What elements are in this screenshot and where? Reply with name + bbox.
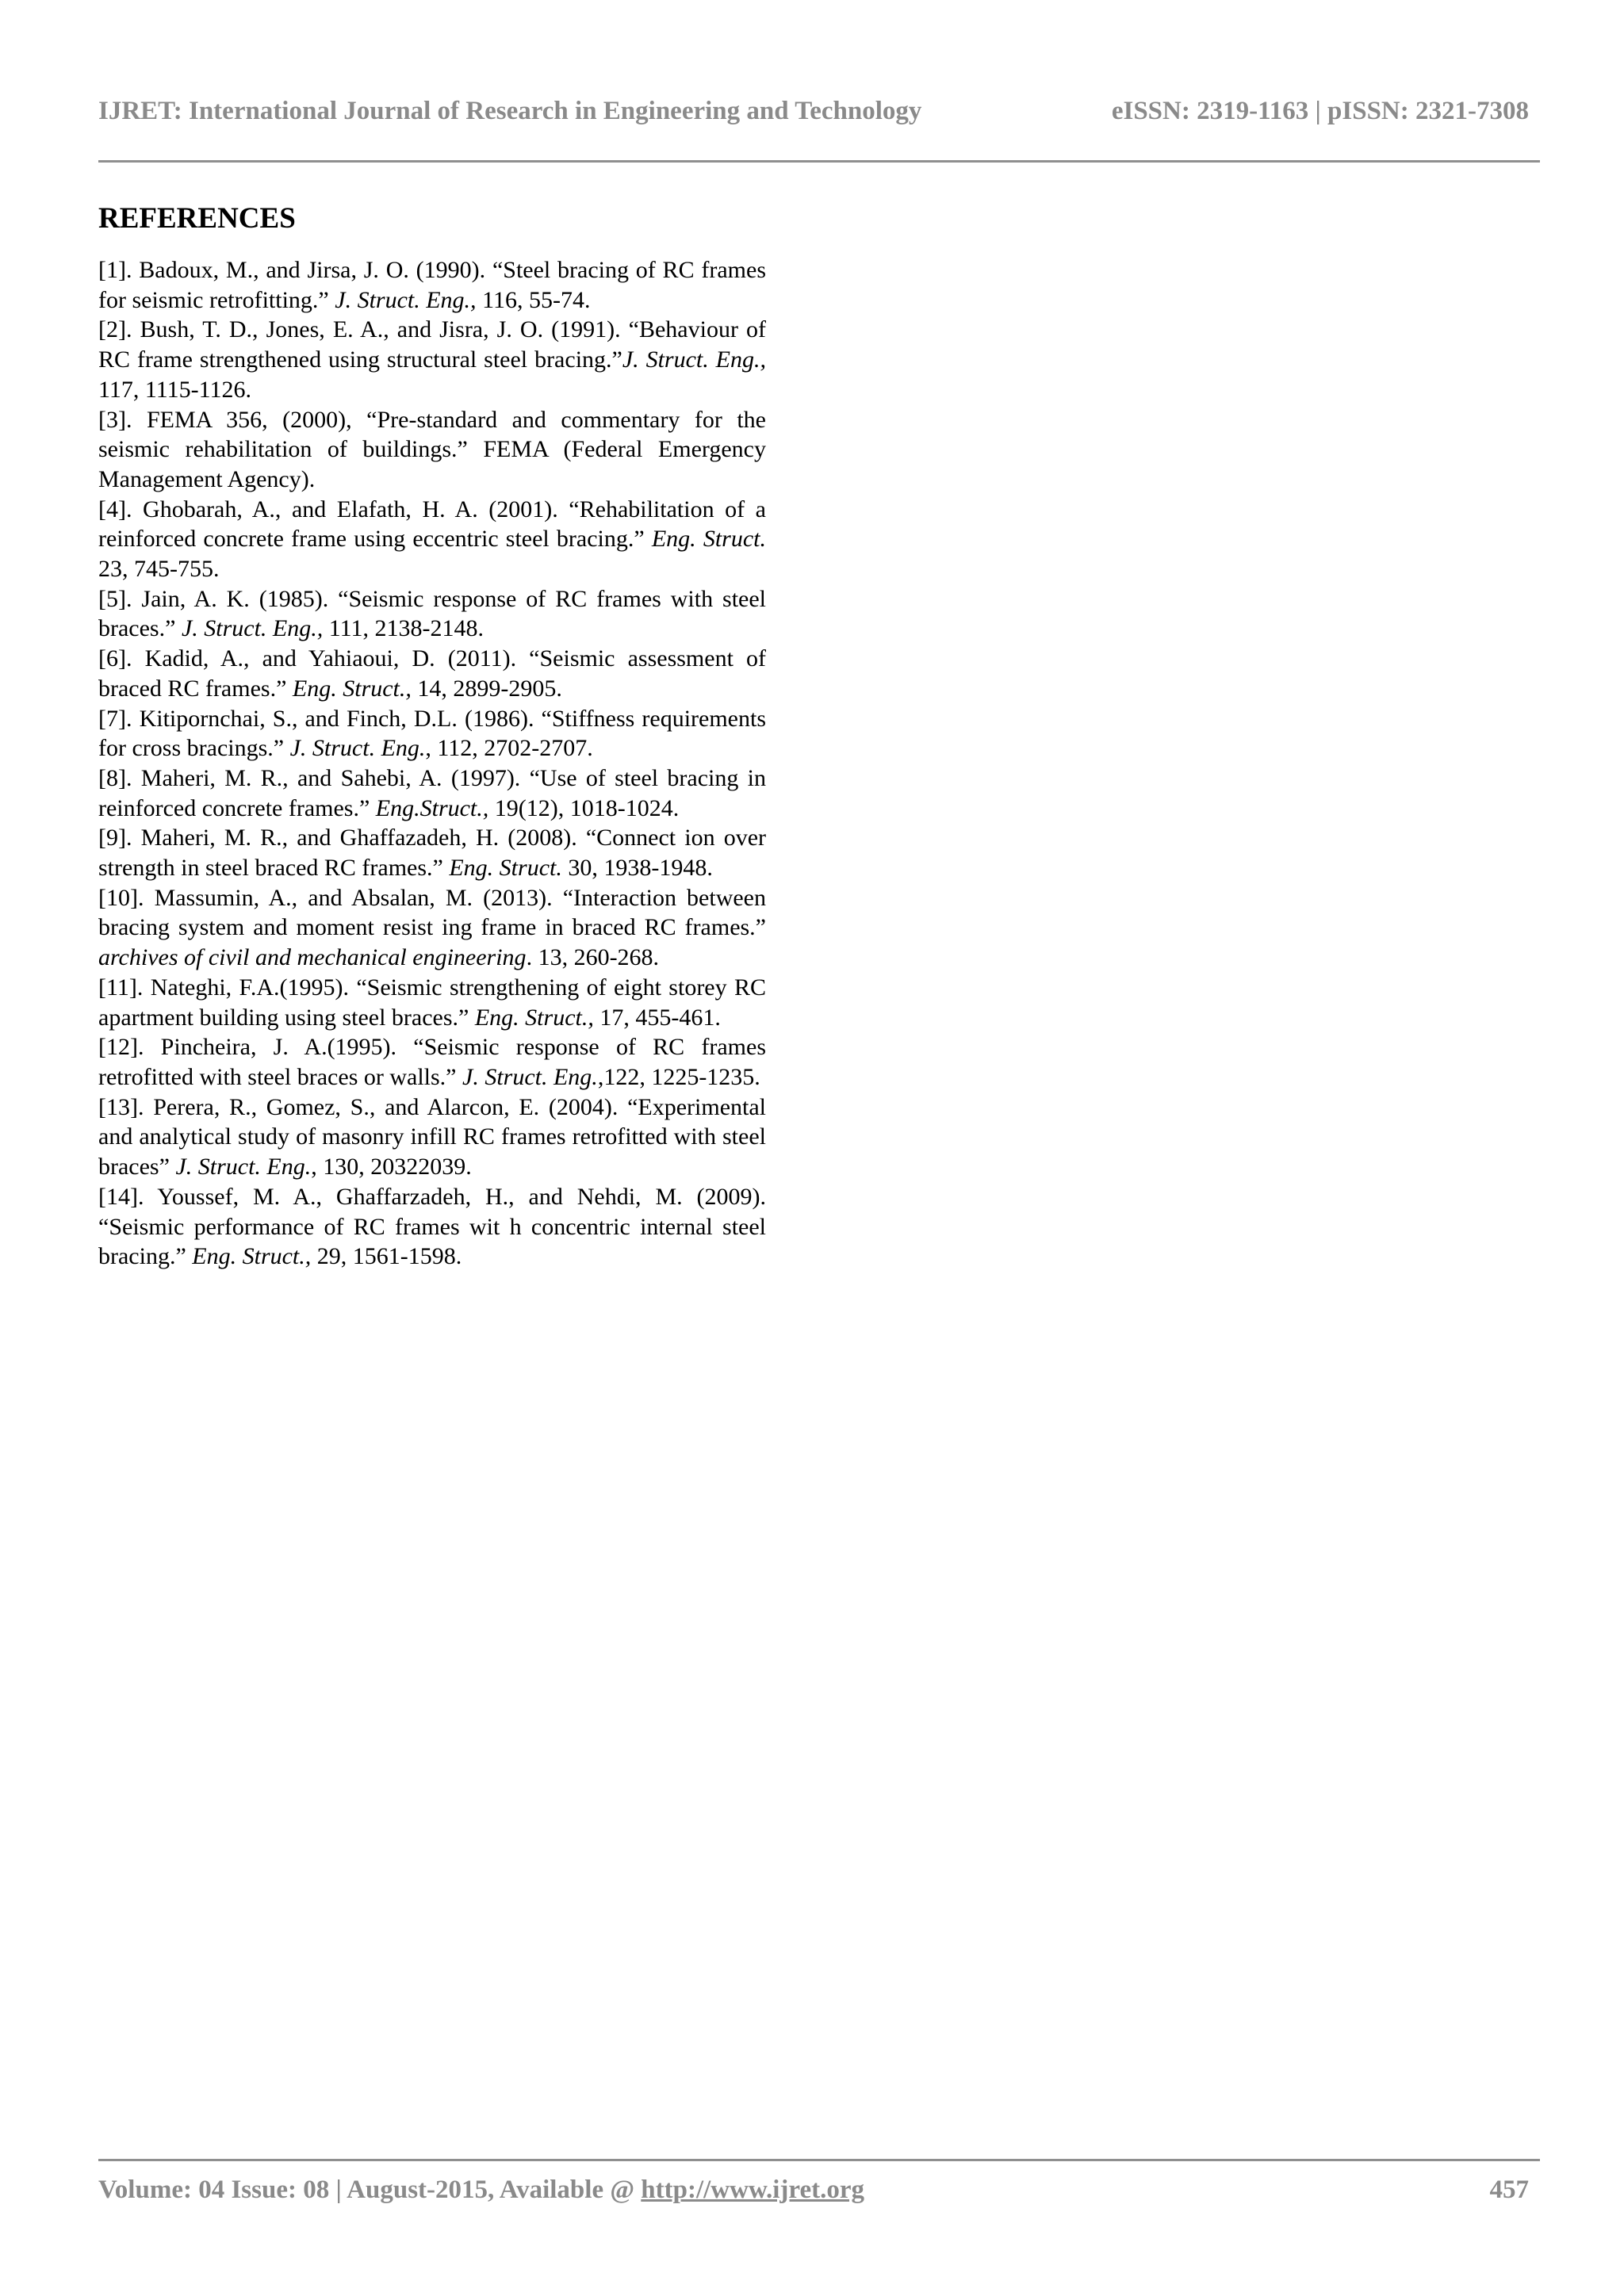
header-rule: [98, 160, 1540, 163]
reference-item-9: [98, 823, 766, 882]
reference-item-8: [98, 763, 766, 823]
reference-item-6: [98, 644, 766, 703]
reference-details: 116, 55-74.: [476, 286, 591, 313]
reference-item-13: [98, 1093, 766, 1182]
journal-name: IJRET: International Journal of Research in Engineering and Technology: [98, 97, 922, 125]
reference-item-10: [98, 883, 766, 973]
footer-rule: [98, 2159, 1540, 2161]
reference-text: [6]. Kadid, A., and Yahiaoui, D. (2011). “Seismic assessment of braced RC frames.”: [98, 645, 766, 702]
reference-item-5: [98, 584, 766, 644]
reference-journal: Eng. Struct.: [651, 526, 766, 553]
reference-details: 111, 2138-2148.: [323, 615, 485, 642]
reference-text: [7]. Kitipornchai, S., and Finch, D.L. (1986). “Stiffness requirements for cross bracings.”: [98, 705, 766, 762]
reference-journal: J. Struct. Eng.: [175, 1154, 312, 1181]
reference-text: [14]. Youssef, M. A., Ghaffarzadeh, H., and Nehdi, M. (2009). “Seismic performance of RC frames wit h concentric internal steel bracing.”: [98, 1183, 766, 1270]
volume-info: Volume: 04 Issue: 08 | August-2015, Available @: [98, 2175, 642, 2204]
reference-item-7: [98, 704, 766, 763]
reference-journal: Eng.Struct.,: [375, 794, 489, 821]
reference-text: [10]. Massumin, A., and Absalan, M. (2013). “Interaction between bracing system and moment resist ing frame in braced RC frames.”: [98, 884, 766, 941]
reference-item-11: [98, 973, 766, 1032]
reference-text: [3]. FEMA 356, (2000), “Pre-standard and commentary for the seismic rehabilitation of buildings.” FEMA (Federal Emergency Management Agency).: [98, 406, 766, 492]
reference-details: , 130, 20322039.: [311, 1154, 472, 1181]
reference-details: 17, 455-461.: [593, 1004, 721, 1031]
references-list: [98, 255, 766, 1272]
reference-details: 23, 745-755.: [98, 556, 220, 583]
page-header: [98, 97, 1529, 136]
reference-text: [9]. Maheri, M. R., and Ghaffazadeh, H. (2008). “Connect ion over strength in steel braced RC frames.”: [98, 825, 766, 882]
reference-journal: Eng. Struct.,: [474, 1004, 594, 1031]
references-heading: REFERENCES: [98, 202, 296, 235]
reference-text: [12]. Pincheira, J. A.(1995). “Seismic response of RC frames retrofitted with steel braces or walls.”: [98, 1034, 766, 1090]
reference-details: , 112, 2702-2707.: [425, 735, 593, 762]
reference-journal: Eng. Struct.,: [192, 1243, 312, 1270]
reference-text: [2]. Bush, T. D., Jones, E. A., and Jisra, J. O. (1991). “Behaviour of RC frame strengthened using structural steel bracing.”: [98, 316, 766, 373]
reference-text: [5]. Jain, A. K. (1985). “Seismic response of RC frames with steel braces.”: [98, 585, 766, 642]
footer-left: [98, 2175, 864, 2205]
reference-text: [13]. Perera, R., Gomez, S., and Alarcon, E. (2004). “Experimental and analytical study of masonry infill RC frames retrofitted with steel braces”: [98, 1093, 766, 1181]
reference-journal: J. Struct. Eng.,: [335, 286, 477, 313]
page-footer: [98, 2175, 1529, 2215]
reference-item-1: [98, 255, 766, 315]
reference-details: 30, 1938-1948.: [561, 855, 713, 882]
reference-item-12: [98, 1032, 766, 1092]
reference-text: [11]. Nateghi, F.A.(1995). “Seismic strengthening of eight storey RC apartment building using steel braces.”: [98, 974, 766, 1031]
reference-journal: archives of civil and mechanical engineering: [98, 944, 527, 971]
reference-details: 117, 1115-1126.: [98, 376, 252, 403]
reference-details: . 13, 260-268.: [526, 944, 660, 971]
reference-item-14: [98, 1182, 766, 1272]
reference-item-3: [98, 405, 766, 495]
reference-journal: Eng. Struct.: [449, 855, 562, 882]
reference-item-4: [98, 495, 766, 584]
journal-url-link[interactable]: http://www.ijret.org: [641, 2175, 864, 2204]
reference-details: 29, 1561-1598.: [311, 1243, 462, 1270]
reference-journal: J. Struct. Eng.,: [181, 615, 324, 642]
reference-item-2: [98, 315, 766, 404]
reference-details: ,122, 1225-1235.: [597, 1063, 760, 1090]
reference-details: 19(12), 1018-1024.: [488, 794, 680, 821]
reference-journal: J. Struct. Eng.: [462, 1063, 598, 1090]
reference-text: [8]. Maheri, M. R., and Sahebi, A. (1997). “Use of steel bracing in reinforced concrete frames.”: [98, 764, 766, 821]
page-number: 457: [1489, 2175, 1529, 2204]
reference-text: [1]. Badoux, M., and Jirsa, J. O. (1990). “Steel bracing of RC frames for seismic retrofitting.”: [98, 257, 766, 313]
reference-details: 14, 2899-2905.: [411, 675, 562, 702]
reference-journal: J. Struct. Eng.: [289, 735, 426, 762]
reference-text: [4]. Ghobarah, A., and Elafath, H. A. (2001). “Rehabilitation of a reinforced concrete frame using eccentric steel bracing.”: [98, 496, 766, 553]
reference-journal: J. Struct. Eng.,: [622, 346, 766, 373]
reference-journal: Eng. Struct.,: [292, 675, 412, 702]
issn-info: eISSN: 2319-1163 | pISSN: 2321-7308: [1111, 97, 1529, 125]
